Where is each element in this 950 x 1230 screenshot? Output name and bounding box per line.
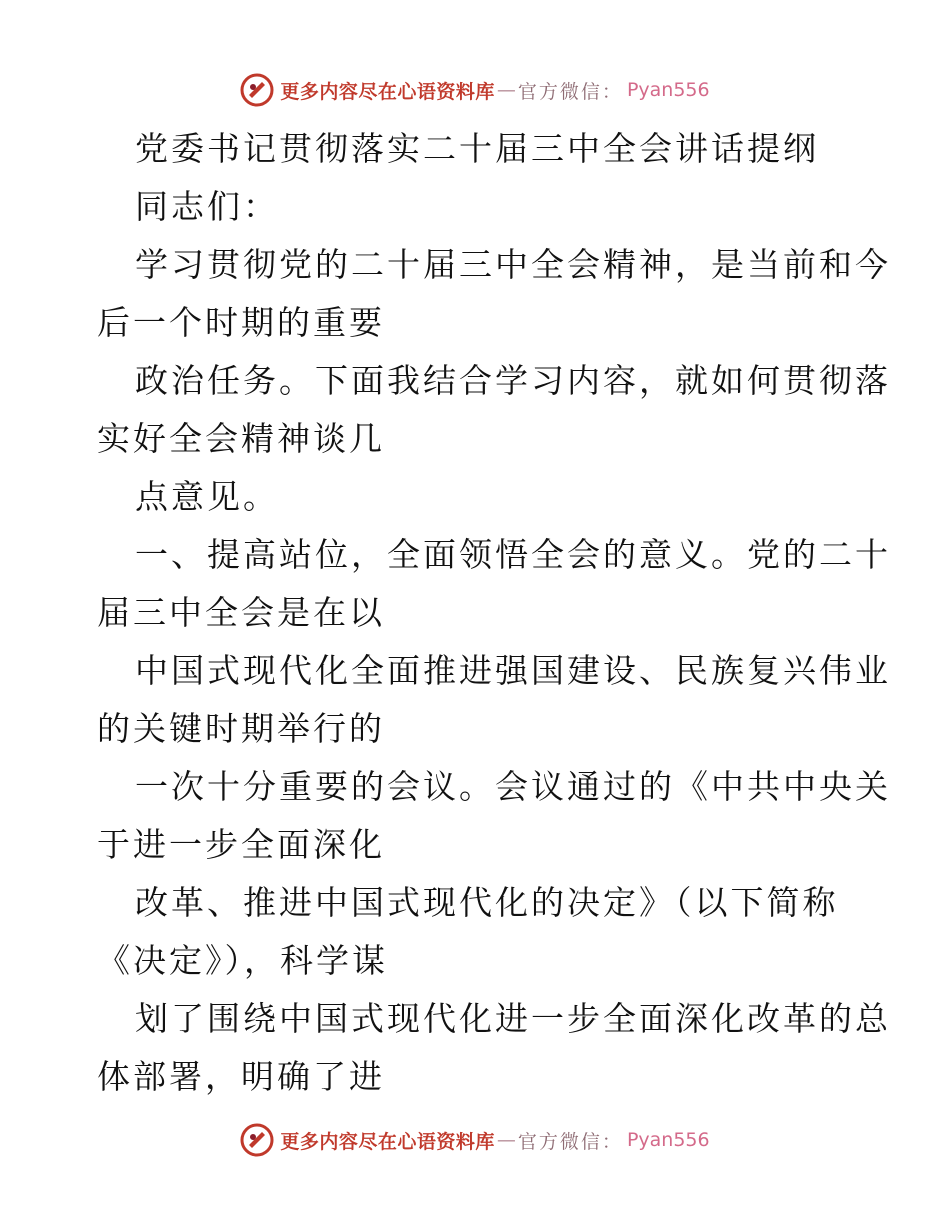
header-watermark <box>0 70 950 110</box>
text-line: 划了围绕中国式现代化进一步全面深化改革的总 <box>135 999 891 1038</box>
text-line: 同志们： <box>135 187 279 226</box>
text-line: 实好全会精神谈几 <box>97 419 385 458</box>
document-body <box>97 120 891 1106</box>
watermark-wechat-id: Pyan556 <box>626 1129 710 1151</box>
text-line: 后一个时期的重要 <box>97 303 385 342</box>
watermark-dash: — <box>496 79 516 101</box>
text-line: 的关键时期举行的 <box>97 709 385 748</box>
watermark-site-text: 更多内容尽在心语资料库 <box>280 80 495 103</box>
text-line: 届三中全会是在以 <box>97 593 385 632</box>
watermark-dash: — <box>496 1129 516 1151</box>
text-line: 于进一步全面深化 <box>97 825 385 864</box>
brand-logo-icon <box>240 1123 274 1157</box>
watermark-wechat-label: 官方微信： <box>517 80 623 103</box>
watermark-wechat-id: Pyan556 <box>626 79 710 101</box>
text-line: 学习贯彻党的二十届三中全会精神，是当前和今 <box>135 245 891 284</box>
text-line: 《决定》），科学谋 <box>97 941 388 980</box>
text-line: 一次十分重要的会议。会议通过的《中共中央关 <box>135 767 891 806</box>
text-line: 改革、推进中国式现代化的决定》（以下简称 <box>135 883 839 922</box>
text-line: 点意见。 <box>135 477 279 516</box>
text-line: 中国式现代化全面推进强国建设、民族复兴伟业 <box>135 651 891 690</box>
footer-watermark <box>0 1120 950 1160</box>
watermark-site-text: 更多内容尽在心语资料库 <box>280 1130 495 1153</box>
watermark-wechat-label: 官方微信： <box>517 1130 623 1153</box>
document-title: 党委书记贯彻落实二十届三中全会讲话提纲 <box>135 129 819 168</box>
text-line: 政治任务。下面我结合学习内容，就如何贯彻落 <box>135 361 891 400</box>
brand-logo-icon <box>240 73 274 107</box>
text-line: 体部署，明确了进 <box>97 1057 385 1096</box>
text-line: 一、提高站位，全面领悟全会的意义。党的二十 <box>135 535 891 574</box>
